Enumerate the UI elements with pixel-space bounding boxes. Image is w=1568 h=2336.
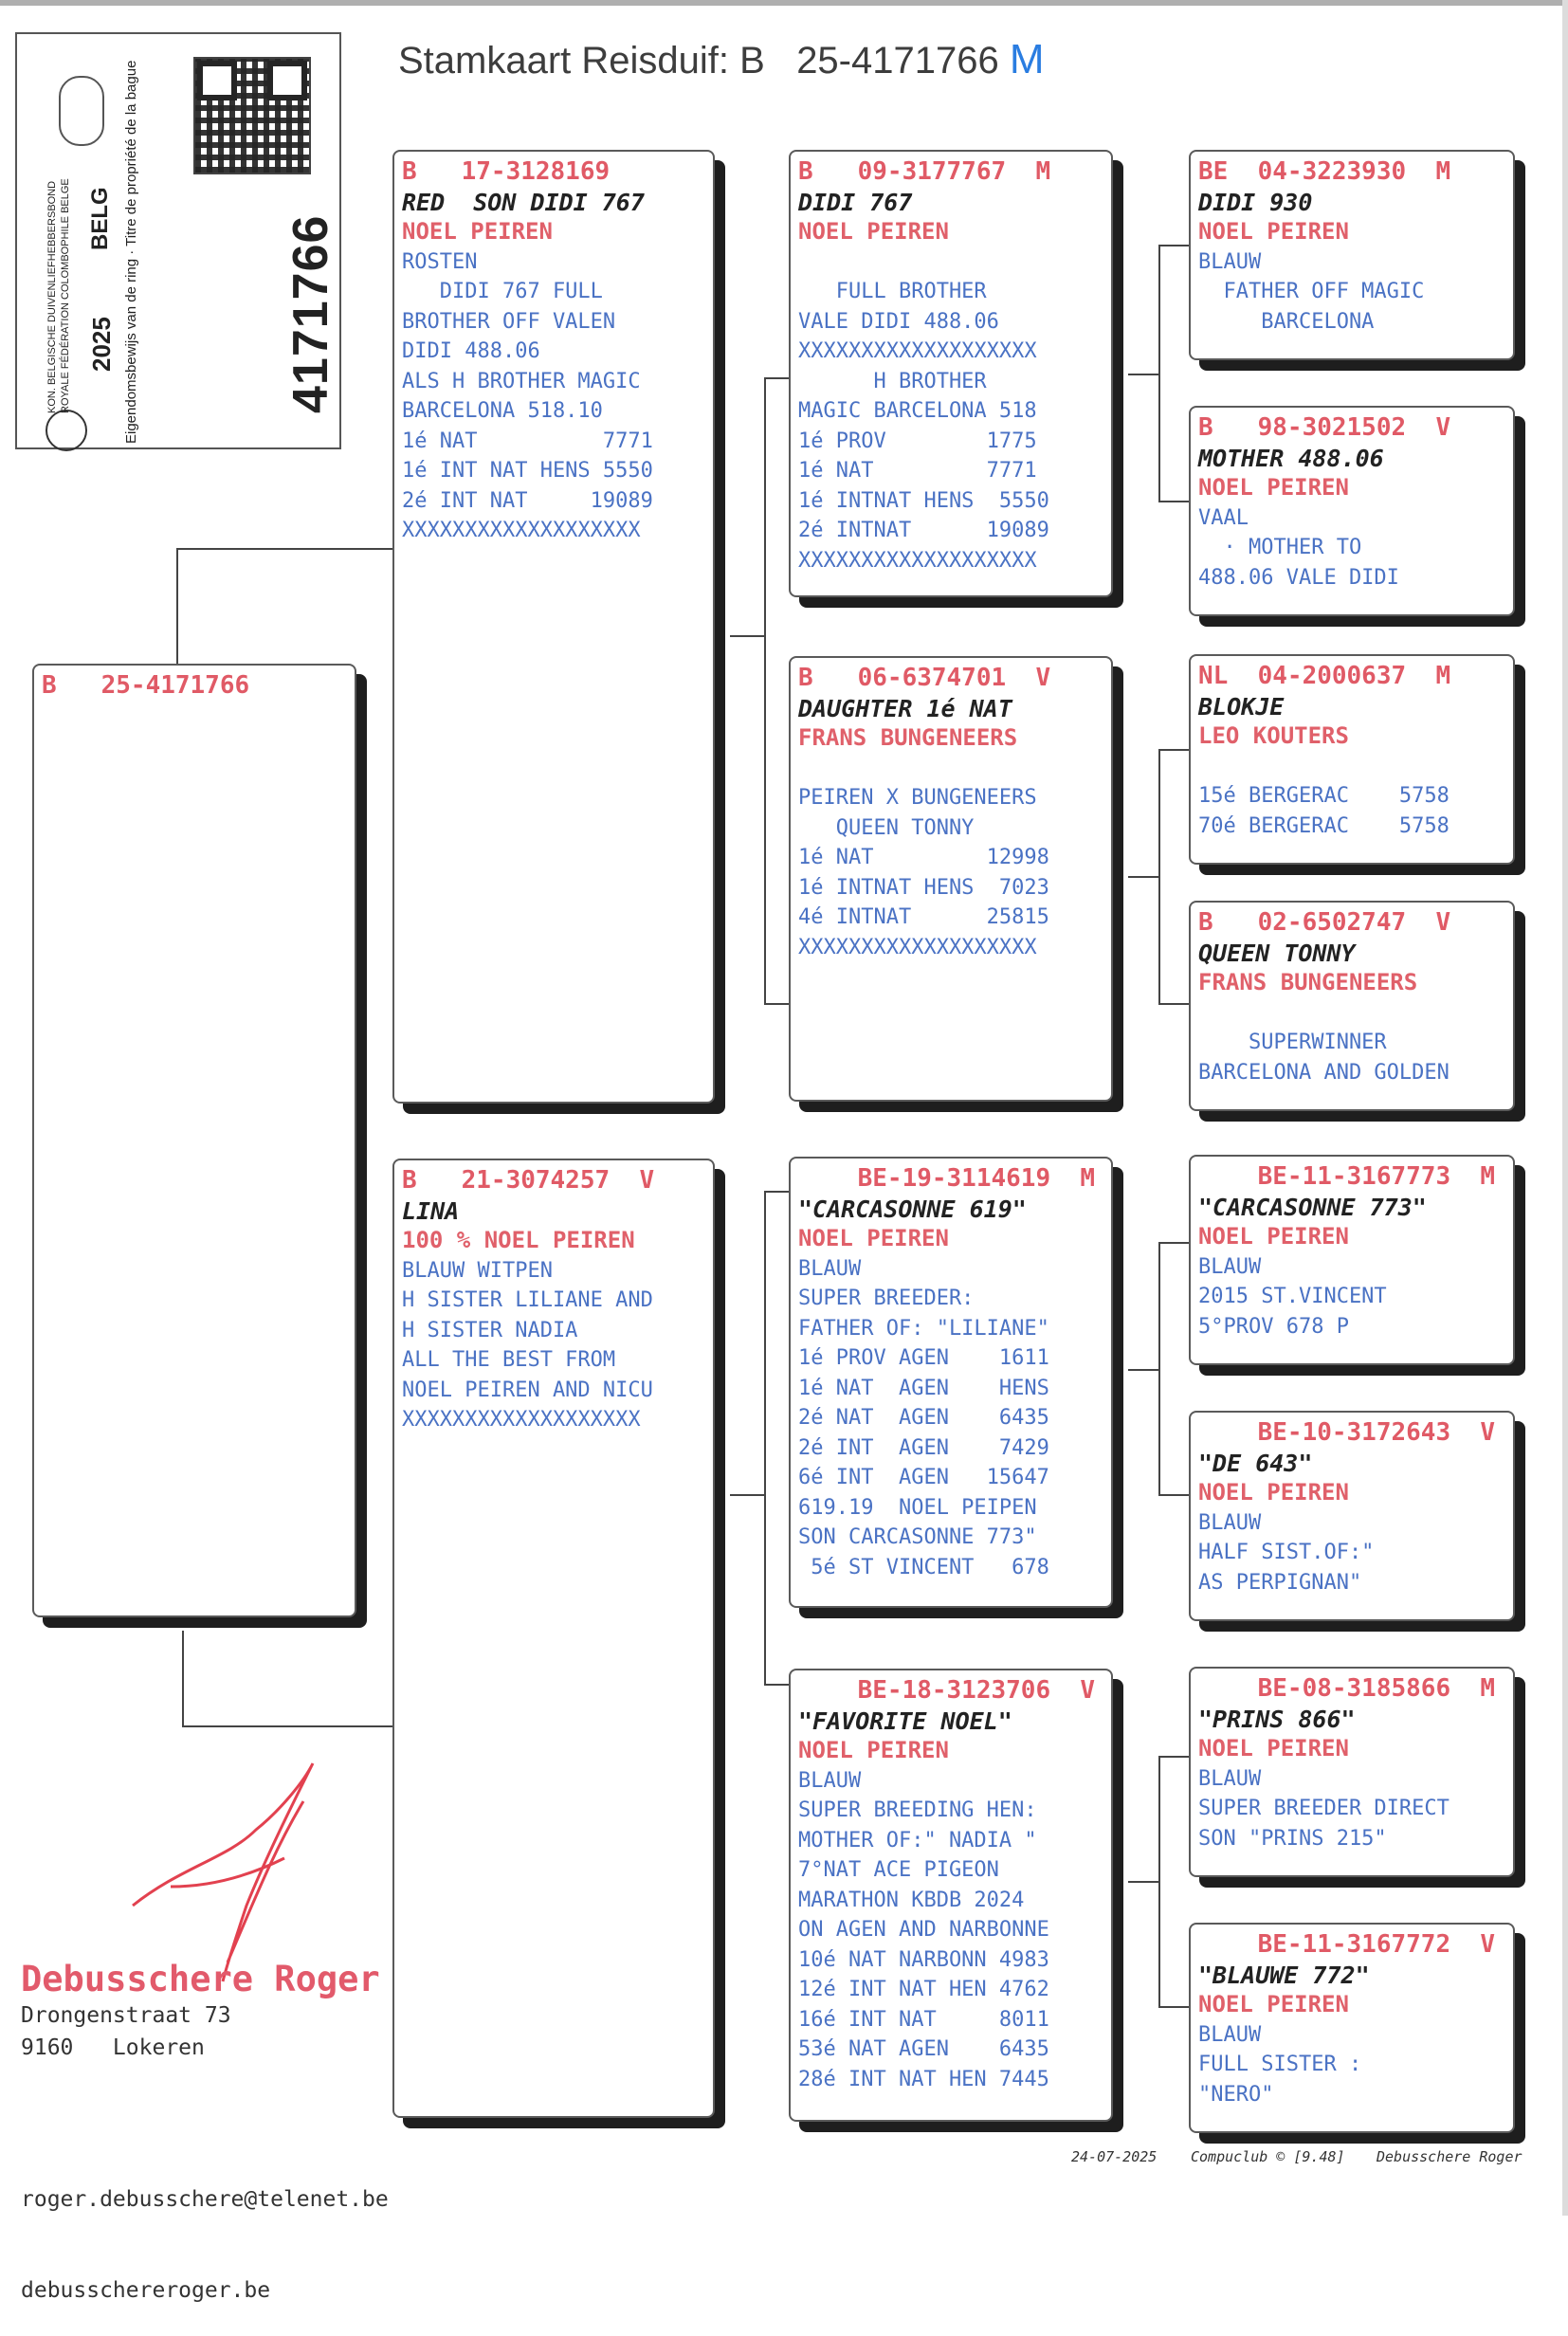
info-line: BARCELONA — [1198, 309, 1375, 334]
info-line: XXXXXXXXXXXXXXXXXXX — [798, 935, 1037, 959]
connector — [176, 548, 178, 666]
info-line: FATHER OF: "LILIANE" — [798, 1316, 1049, 1341]
grandparent-box — [789, 1157, 1113, 1608]
info-line — [1198, 998, 1505, 1029]
ring-number-line: BE-10-3172643 V — [1198, 1418, 1496, 1447]
page-title: Stamkaart Reisduif: B 25-4171766 M — [398, 36, 1045, 82]
pigeon-name-line: BLOKJE — [1198, 692, 1285, 721]
info-line: ON AGEN AND NARBONNE — [798, 1918, 1049, 1942]
connector — [1128, 1881, 1160, 1883]
connector — [1158, 1003, 1189, 1005]
great-grandparent-box — [1189, 901, 1515, 1111]
info-line: BLAUW — [798, 1768, 862, 1793]
info-line: 1é INTNAT HENS 5550 — [798, 488, 1049, 513]
breeder-line: LEO KOUTERS — [1198, 722, 1349, 749]
grandparent-box — [789, 656, 1113, 1102]
info-line: 4é INTNAT 25815 — [798, 905, 1049, 929]
owner-city: 9160 Lokeren — [21, 2035, 205, 2060]
info-line — [1198, 752, 1505, 782]
breeder-line: NOEL PEIREN — [798, 1737, 949, 1763]
connector — [1158, 501, 1189, 502]
info-line: H SISTER LILIANE AND — [402, 1288, 653, 1312]
mother-box — [392, 1159, 715, 2118]
info-line: 6é INT AGEN 15647 — [798, 1466, 1049, 1489]
pigeon-name-line: "FAVORITE NOEL" — [798, 1706, 1012, 1735]
ring-number-line: B 02-6502747 V — [1198, 908, 1451, 937]
ring-number-line: B 17-3128169 — [402, 157, 611, 186]
ring-number: 4171766 — [283, 214, 338, 413]
info-line: SON CARCASONNE 773" — [798, 1525, 1037, 1549]
connector — [764, 1191, 766, 1686]
ring-number-line: BE-11-3167772 V — [1198, 1930, 1496, 1959]
breeder-line: NOEL PEIREN — [1198, 1223, 1349, 1250]
connector — [764, 377, 789, 379]
info-line: FULL SISTER : — [1198, 2053, 1362, 2076]
great-grandparent-box — [1189, 1411, 1515, 1621]
pigeon-name-line: RED SON DIDI 767 — [402, 188, 645, 216]
info-line: 12é INT NAT HEN 4762 — [798, 1978, 1049, 2001]
info-line: 2015 ST.VINCENT — [1198, 1285, 1387, 1308]
breeder-line: NOEL PEIREN — [1198, 474, 1349, 501]
connector — [764, 1191, 789, 1193]
connector — [1158, 2006, 1189, 2008]
info-line: AS PERPIGNAN" — [1198, 1570, 1362, 1595]
info-line: BLAUW — [1198, 249, 1262, 274]
info-line: ALL THE BEST FROM — [402, 1348, 616, 1372]
pigeon-name-line: DIDI 930 — [1198, 188, 1313, 216]
info-line: 7°NAT ACE PIGEON — [798, 1858, 999, 1882]
info-line: 1é INT NAT HENS 5550 — [402, 459, 653, 483]
grandparent-box — [789, 1669, 1113, 2122]
connector — [730, 635, 766, 637]
ring-number-line: B 09-3177767 M — [798, 157, 1051, 186]
info-line: ALS H BROTHER MAGIC — [402, 369, 641, 393]
connector — [1158, 245, 1189, 246]
scan-top-edge — [0, 0, 1568, 6]
info-line: 2é INTNAT 19089 — [798, 519, 1049, 542]
pigeon-name-line: DIDI 767 — [798, 188, 913, 216]
info-line: 2é NAT AGEN 6435 — [798, 1406, 1049, 1430]
info-line: 70é BERGERAC 5758 — [1198, 813, 1449, 838]
info-line: MOTHER OF:" NADIA " — [798, 1828, 1037, 1852]
connector — [730, 1494, 766, 1496]
owner-website: debusschereroger.be — [21, 2278, 271, 2303]
pigeon-name-line: MOTHER 488.06 — [1198, 444, 1384, 472]
info-line: FULL BROTHER — [798, 280, 987, 303]
connector — [176, 548, 392, 550]
info-line: 53é NAT AGEN 6435 — [798, 2037, 1049, 2061]
info-line: BROTHER OFF VALEN — [402, 309, 616, 334]
owner-name: Debusschere Roger — [21, 1959, 380, 1999]
signature-mark — [114, 1744, 360, 1991]
pigeon-name-line: "BLAUWE 772" — [1198, 1961, 1370, 1989]
qr-code-icon — [193, 57, 311, 174]
breeder-line: NOEL PEIREN — [402, 218, 553, 245]
owner-street: Drongenstraat 73 — [21, 2003, 231, 2028]
info-line: 28é INT NAT HEN 7445 — [798, 2067, 1049, 2091]
pigeon-name-line: LINA — [402, 1196, 460, 1225]
ring-number-line: BE-18-3123706 V — [798, 1676, 1096, 1705]
pigeon-name-line: "CARCASONNE 773" — [1198, 1193, 1427, 1221]
info-line: MARATHON KBDB 2024 — [798, 1888, 1025, 1912]
info-line: PEIREN X BUNGENEERS — [798, 786, 1037, 810]
info-line: 2é INT AGEN 7429 — [798, 1435, 1049, 1460]
scan-right-edge — [1562, 0, 1568, 2216]
info-line: 15é BERGERAC 5758 — [1198, 784, 1449, 808]
ring-number-line: BE 04-3223930 M — [1198, 157, 1451, 186]
info-line: 1é INTNAT HENS 7023 — [798, 875, 1049, 900]
connector — [764, 1003, 789, 1005]
breeder-line: NOEL PEIREN — [798, 1225, 949, 1251]
info-line: 16é INT NAT 8011 — [798, 2007, 1049, 2032]
ring-number-line: B 21-3074257 V — [402, 1166, 655, 1195]
ring-number-line: BE-11-3167773 M — [1198, 1162, 1496, 1191]
ring-number-line: BE-19-3114619 M — [798, 1164, 1096, 1193]
info-line: BLAUW — [1198, 1254, 1262, 1279]
info-line: NOEL PEIREN AND NICU — [402, 1378, 653, 1402]
info-line — [798, 754, 1103, 784]
info-line: 1é PROV 1775 — [798, 429, 1037, 453]
info-line: 5é ST VINCENT 678 — [798, 1555, 1049, 1579]
ring-country: BELG — [87, 187, 113, 250]
info-line: BLAUW — [798, 1256, 862, 1281]
breeder-line: NOEL PEIREN — [1198, 1991, 1349, 2017]
pigeon-name-line: "PRINS 866" — [1198, 1705, 1356, 1733]
info-line: BARCELONA 518.10 — [402, 399, 603, 423]
breeder-line: NOEL PEIREN — [1198, 218, 1349, 245]
info-line: SUPER BREEDING HEN: — [798, 1798, 1037, 1822]
info-line: DIDI 767 FULL — [402, 280, 603, 303]
info-line: XXXXXXXXXXXXXXXXXXX — [798, 548, 1037, 573]
connector — [182, 1725, 392, 1727]
connector — [764, 1684, 789, 1686]
great-grandparent-box — [1189, 150, 1515, 360]
info-line: FATHER OFF MAGIC — [1198, 280, 1425, 303]
info-line: 1é NAT 7771 — [798, 459, 1037, 483]
father-box — [392, 150, 715, 1104]
breeder-line: 100 % NOEL PEIREN — [402, 1227, 635, 1253]
crown-emblem-icon — [59, 76, 104, 146]
info-line: XXXXXXXXXXXXXXXXXXX — [402, 1408, 641, 1432]
connector — [182, 1631, 184, 1727]
ring-number-line: B 25-4171766 — [42, 671, 250, 700]
connector — [1158, 1756, 1189, 1758]
info-line: QUEEN TONNY — [798, 815, 975, 840]
breeder-line: NOEL PEIREN — [1198, 1479, 1349, 1506]
pigeon-name-line: "DE 643" — [1198, 1449, 1313, 1477]
info-line: SON "PRINS 215" — [1198, 1826, 1387, 1851]
breeder-line: NOEL PEIREN — [1198, 1735, 1349, 1761]
breeder-line: FRANS BUNGENEERS — [798, 724, 1018, 751]
ownership-caption: Eigendomsbewijs van de ring · Titre de propriété de la bague — [123, 60, 139, 444]
connector — [764, 377, 766, 1005]
info-line: 10é NAT NARBONN 4983 — [798, 1947, 1049, 1972]
info-line: ROSTEN — [402, 249, 478, 274]
info-line: H SISTER NADIA — [402, 1318, 578, 1342]
info-line: 619.19 NOEL PEIPEN — [798, 1495, 1037, 1520]
info-line: 1é NAT 7771 — [402, 429, 653, 453]
info-line: XXXXXXXXXXXXXXXXXXX — [402, 519, 641, 542]
ring-year: 2025 — [87, 317, 116, 372]
connector — [1128, 374, 1160, 375]
info-line: 488.06 VALE DIDI — [1198, 565, 1399, 590]
info-line: MAGIC BARCELONA 518 — [798, 399, 1037, 423]
connector — [1158, 1494, 1189, 1496]
footer-software: Compuclub © [9.48] — [1191, 2148, 1345, 2165]
ring-number-line: BE-08-3185866 M — [1198, 1674, 1496, 1703]
pigeon-name-line: "CARCASONNE 619" — [798, 1195, 1027, 1223]
info-line: SUPERWINNER — [1198, 1031, 1387, 1054]
info-line: XXXXXXXXXXXXXXXXXXX — [798, 339, 1037, 363]
info-line: BLAUW WITPEN — [402, 1258, 553, 1283]
info-line: BARCELONA AND GOLDEN — [1198, 1060, 1449, 1085]
great-grandparent-box — [1189, 406, 1515, 616]
info-line: 2é INT NAT 19089 — [402, 488, 653, 513]
great-grandparent-box — [1189, 1667, 1515, 1877]
great-grandparent-box — [1189, 1923, 1515, 2133]
footer-date: 24-07-2025 — [1071, 2148, 1158, 2165]
federation-logo-icon — [46, 410, 87, 451]
info-line: 1é PROV AGEN 1611 — [798, 1346, 1049, 1370]
owner-email: roger.debusschere@telenet.be — [21, 2187, 389, 2212]
pigeon-box — [32, 664, 356, 1617]
info-line: "NERO" — [1198, 2082, 1274, 2107]
info-line: · MOTHER TO — [1198, 536, 1362, 559]
footer-name: Debusschere Roger — [1377, 2148, 1522, 2165]
grandparent-box — [789, 150, 1113, 597]
info-line: VAAL — [1198, 505, 1249, 530]
info-line: BLAUW — [1198, 2022, 1262, 2047]
great-grandparent-box — [1189, 654, 1515, 865]
connector — [1158, 1242, 1189, 1244]
ring-number-line: B 06-6374701 V — [798, 664, 1051, 692]
ring-ownership-card — [15, 32, 341, 449]
info-line: BLAUW — [1198, 1766, 1262, 1791]
ring-number-line: B 98-3021502 V — [1198, 413, 1451, 442]
connector — [1128, 1369, 1160, 1371]
info-line: 1é NAT 12998 — [798, 846, 1049, 869]
connector — [1158, 749, 1189, 751]
pigeon-name-line: DAUGHTER 1é NAT — [798, 694, 1012, 722]
info-line: 1é NAT AGEN HENS — [798, 1376, 1049, 1400]
ring-number-line: NL 04-2000637 M — [1198, 662, 1451, 690]
great-grandparent-box — [1189, 1155, 1515, 1365]
info-line: VALE DIDI 488.06 — [798, 309, 999, 334]
breeder-line: FRANS BUNGENEERS — [1198, 969, 1418, 995]
info-line: H BROTHER — [798, 369, 987, 393]
info-line: DIDI 488.06 — [402, 339, 540, 363]
info-line: 5°PROV 678 P — [1198, 1314, 1349, 1339]
info-line: BLAUW — [1198, 1510, 1262, 1535]
federation-name: KON. BELGISCHE DUIVENLIEFHEBBERSBOND ROYALE FÉDÉRATION COLOMBOPHILE BELGE — [46, 178, 71, 413]
contact-block — [21, 2124, 389, 2336]
info-line — [798, 247, 1103, 278]
info-line: HALF SIST.OF:" — [1198, 1541, 1375, 1564]
info-line: SUPER BREEDER DIRECT — [1198, 1797, 1449, 1820]
breeder-line: NOEL PEIREN — [798, 218, 949, 245]
info-line: SUPER BREEDER: — [798, 1287, 975, 1310]
pigeon-name-line: QUEEN TONNY — [1198, 939, 1356, 967]
owner-block — [21, 1959, 380, 2064]
connector — [1128, 876, 1160, 878]
